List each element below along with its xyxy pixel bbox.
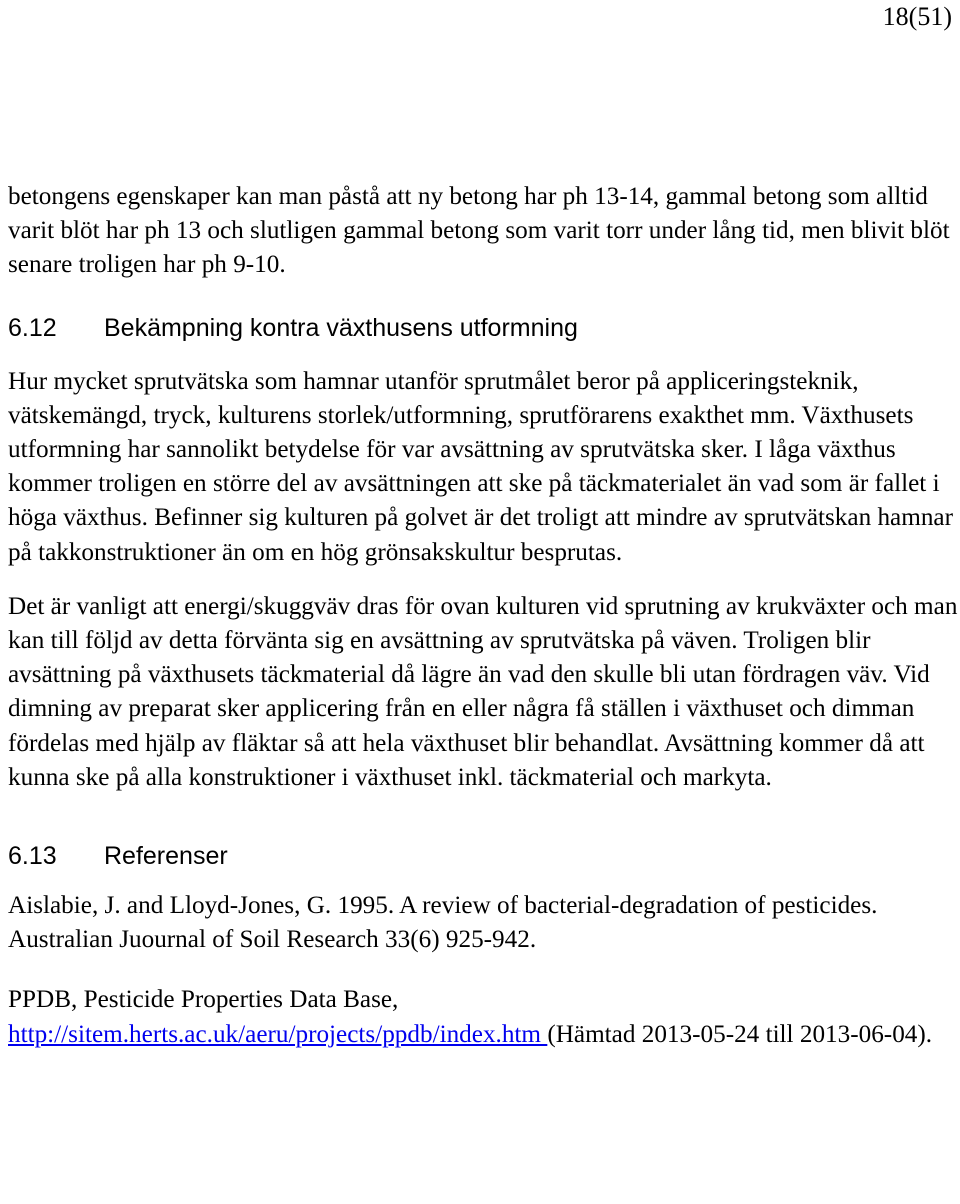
reference-ppdb-accessed: (Hämtad 2013-05-24 till 2013-06-04). bbox=[547, 1020, 933, 1048]
section-number: 6.12 bbox=[8, 313, 57, 342]
section-heading-6-12 bbox=[8, 311, 958, 345]
reference-ppdb bbox=[8, 983, 958, 1051]
section-title: Bekämpning kontra växthusens utformning bbox=[104, 313, 578, 342]
section-heading-6-13 bbox=[8, 839, 958, 873]
page-number: 18(51) bbox=[882, 2, 952, 31]
section-number: 6.13 bbox=[8, 842, 57, 871]
sprutvatska-paragraph: Hur mycket sprutvätska som hamnar utanför sprutmålet beror på appliceringsteknik, vätskemängd, tryck, kulturens storlek/utformning, sprutförarens exakthet mm. Växthusets utformning har sannolikt betydelse för var avsättning av sprutvätska sker. I låga växthus kommer troligen en större del av avsättningen att ske på täckmaterialet än vad som är fallet i höga växthus. Befinner sig kulturen på golvet är det troligt att mindre av sprutvätskan hamnar på takkonstruktioner än om en hög grönsakskultur besprutas. bbox=[8, 367, 953, 566]
ppdb-link[interactable]: http://sitem.herts.ac.uk/aeru/projects/ppdb/index.htm bbox=[8, 1020, 548, 1048]
document-body bbox=[8, 180, 958, 1052]
section-title: Referenser bbox=[104, 842, 228, 871]
skuggvav-paragraph: Det är vanligt att energi/skuggväv dras för ovan kulturen vid sprutning av krukväxter och man kan till följd av detta förvänta sig en avsättning av sprutvätska på väven. Troligen blir avsättning på växthusets täckmaterial då lägre än vad den skulle bli utan fördragen väv. Vid dimning av preparat sker applicering från en eller några få ställen i växthuset och dimman fördelas med hjälp av fläktar så att hela växthuset blir behandlat. Avsättning kommer då att kunna ske på alla konstruktioner i växthuset inkl. täckmaterial och markyta. bbox=[8, 592, 958, 791]
reference-ppdb-title: PPDB, Pesticide Properties Data Base, bbox=[8, 986, 399, 1014]
intro-paragraph: betongens egenskaper kan man påstå att ny betong har ph 13-14, gammal betong som alltid varit blöt har ph 13 och slutligen gammal betong som varit torr under lång tid, men blivit blöt senare troligen har ph 9-10. bbox=[8, 183, 950, 279]
reference-aislabie: Aislabie, J. and Lloyd-Jones, G. 1995. A review of bacterial-degradation of pesticides. Australian Juournal of Soil Research 33(6) 925-942. bbox=[8, 892, 878, 954]
